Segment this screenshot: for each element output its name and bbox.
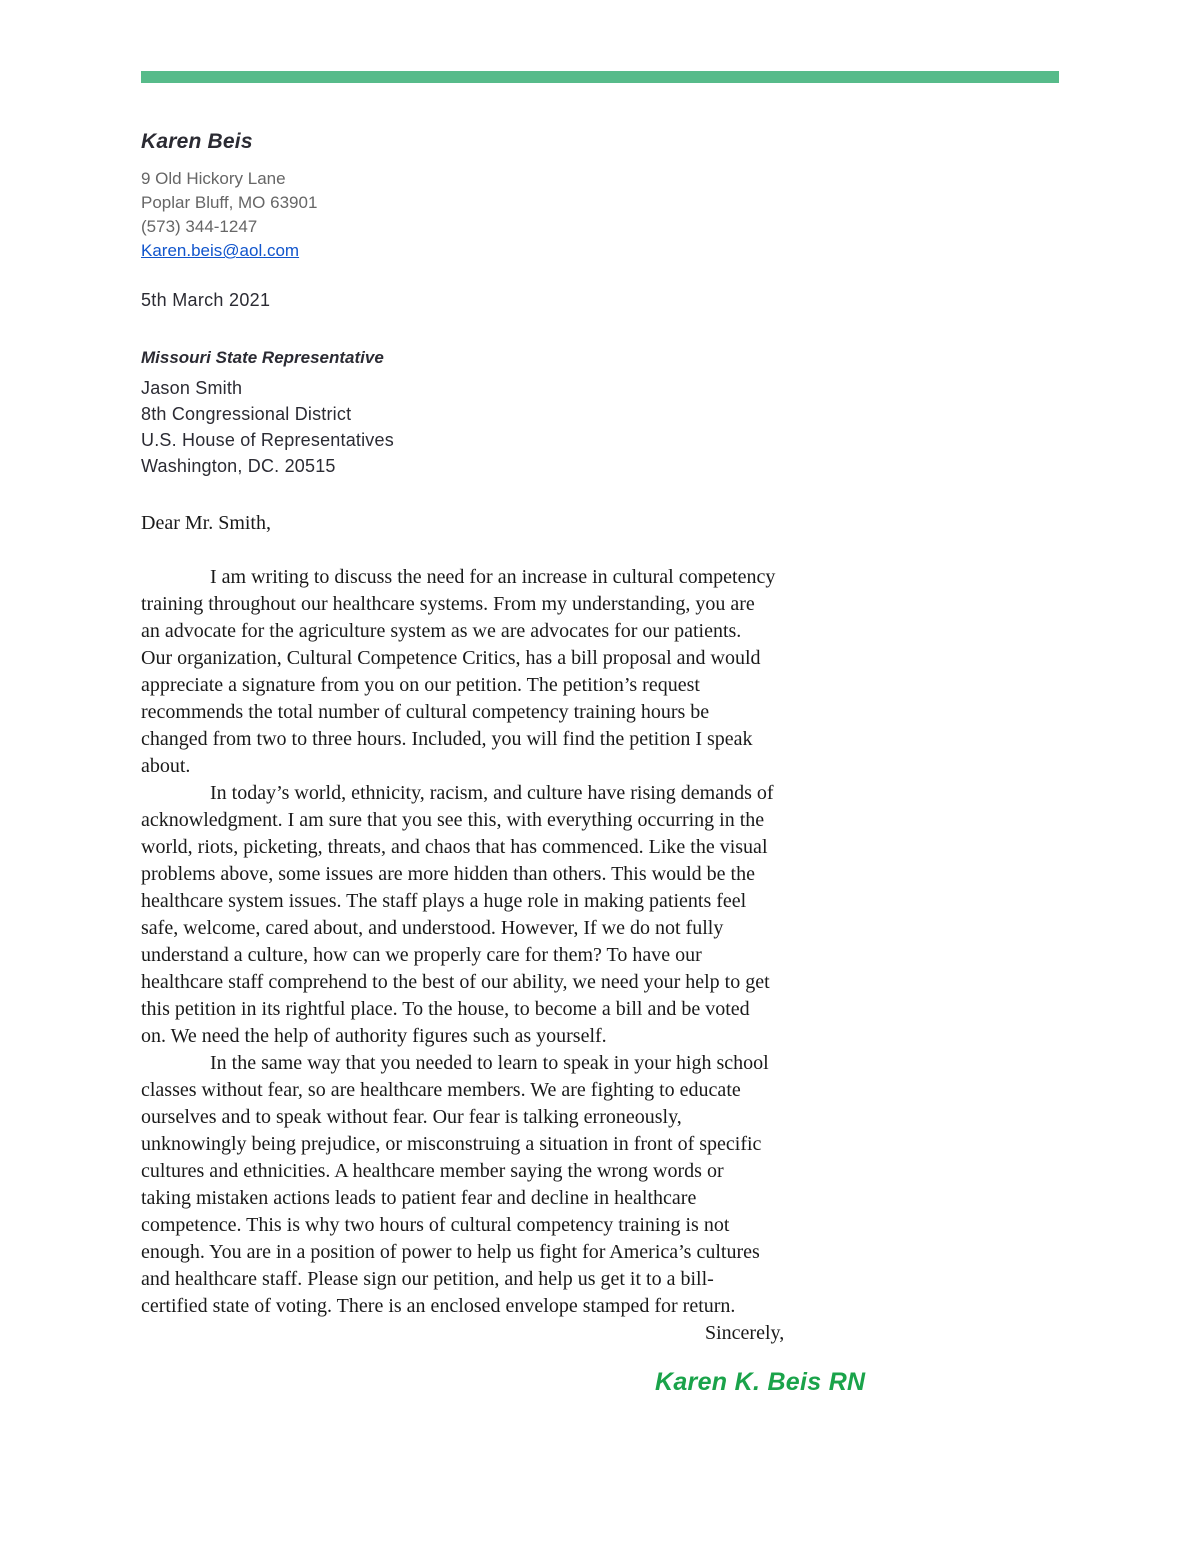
salutation: Dear Mr. Smith, <box>141 512 271 534</box>
body-line: appreciate a signature from you on our petition. The petition’s request <box>141 674 700 696</box>
recipient-line: 8th Congressional District <box>141 404 352 424</box>
sender-name: Karen Beis <box>141 130 253 153</box>
body-line: In the same way that you needed to learn to speak in your high school <box>210 1052 769 1074</box>
sender-phone: (573) 344-1247 <box>141 217 258 236</box>
recipient-line: Jason Smith <box>141 378 243 398</box>
recipient-line: Washington, DC. 20515 <box>141 456 336 476</box>
recipient-title: Missouri State Representative <box>141 348 384 367</box>
body-line: problems above, some issues are more hidden than others. This would be the <box>141 863 755 885</box>
sender-street: 9 Old Hickory Lane <box>141 169 286 188</box>
letter-date: 5th March 2021 <box>141 290 271 310</box>
recipient-line: U.S. House of Representatives <box>141 430 394 450</box>
body-line: changed from two to three hours. Included, you will find the petition I speak <box>141 728 753 750</box>
body-line: certified state of voting. There is an enclosed envelope stamped for return. <box>141 1295 736 1317</box>
body-line: an advocate for the agriculture system as we are advocates for our patients. <box>141 620 742 642</box>
body-line: and healthcare staff. Please sign our petition, and help us get it to a bill- <box>141 1268 714 1290</box>
sender-email-container <box>141 241 299 261</box>
body-line: classes without fear, so are healthcare members. We are fighting to educate <box>141 1079 741 1101</box>
body-line: training throughout our healthcare systems. From my understanding, you are <box>141 593 755 615</box>
signature: Karen K. Beis RN <box>655 1368 866 1396</box>
body-line: Our organization, Cultural Competence Critics, has a bill proposal and would <box>141 647 761 669</box>
body-line: safe, welcome, cared about, and understood. However, If we do not fully <box>141 917 724 939</box>
body-line: taking mistaken actions leads to patient fear and decline in healthcare <box>141 1187 697 1209</box>
body-line: healthcare staff comprehend to the best of our ability, we need your help to get <box>141 971 770 993</box>
body-line: competence. This is why two hours of cultural competency training is not <box>141 1214 730 1236</box>
body-line: enough. You are in a position of power to help us fight for America’s cultures <box>141 1241 760 1263</box>
header-accent-bar <box>141 71 1059 83</box>
body-line: ourselves and to speak without fear. Our fear is talking erroneously, <box>141 1106 682 1128</box>
body-line: acknowledgment. I am sure that you see this, with everything occurring in the <box>141 809 765 831</box>
sender-email-link[interactable]: Karen.beis@aol.com <box>141 241 300 260</box>
body-line: understand a culture, how can we properly care for them? To have our <box>141 944 702 966</box>
closing: Sincerely, <box>705 1322 785 1344</box>
body-line: I am writing to discuss the need for an increase in cultural competency <box>210 566 776 588</box>
body-line: recommends the total number of cultural competency training hours be <box>141 701 710 723</box>
body-line: on. We need the help of authority figures such as yourself. <box>141 1025 607 1047</box>
body-line: healthcare system issues. The staff plays a huge role in making patients feel <box>141 890 747 912</box>
body-line: unknowingly being prejudice, or misconstruing a situation in front of specific <box>141 1133 762 1155</box>
body-line: about. <box>141 755 191 777</box>
body-line: this petition in its rightful place. To the house, to become a bill and be voted <box>141 998 750 1020</box>
body-line: cultures and ethnicities. A healthcare member saying the wrong words or <box>141 1160 724 1182</box>
body-line: world, riots, picketing, threats, and chaos that has commenced. Like the visual <box>141 836 768 858</box>
body-line: In today’s world, ethnicity, racism, and culture have rising demands of <box>210 782 774 804</box>
sender-city: Poplar Bluff, MO 63901 <box>141 193 318 212</box>
